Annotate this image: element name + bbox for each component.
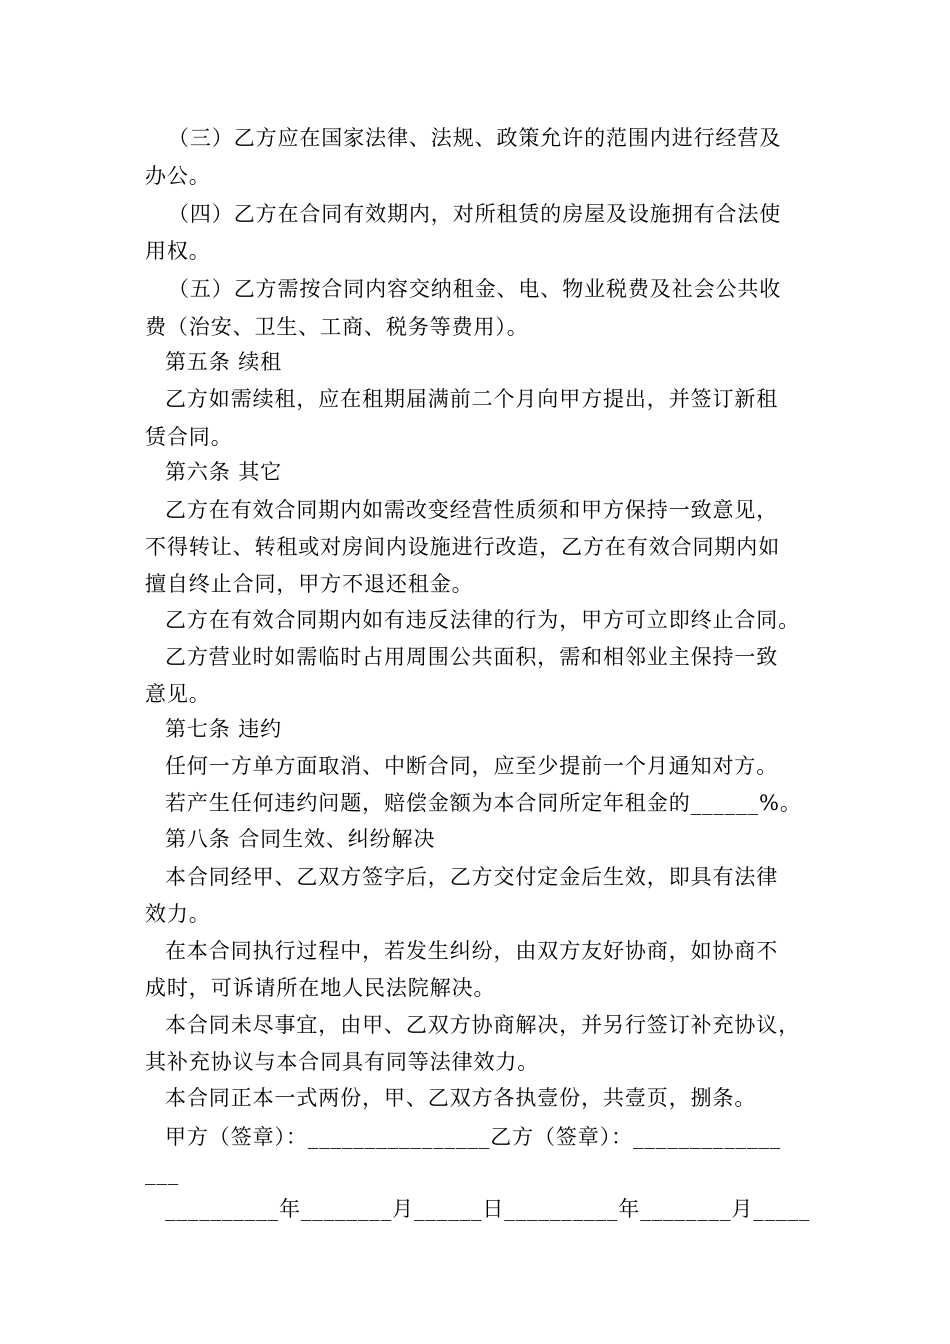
- supplement-text-line-1: 本合同未尽事宜，由甲、乙双方协商解决，并另行签订补充协议，: [165, 1013, 801, 1037]
- clause-3-item-3-line-1: （三）乙方应在国家法律、法规、政策允许的范围内进行经营及: [168, 126, 782, 150]
- other-text-3-line-1: 乙方营业时如需临时占用周围公共面积，需和相邻业主保持一致: [165, 645, 779, 669]
- article-7-heading: 第七条 违约: [165, 717, 283, 741]
- renewal-text-line-1: 乙方如需续租，应在租期届满前二个月向甲方提出，并签订新租: [165, 387, 779, 411]
- other-text-3-line-2: 意见。: [145, 682, 211, 706]
- renewal-text-line-2: 赁合同。: [145, 425, 233, 449]
- breach-text-2: 若产生任何违约问题，赔偿金额为本合同所定年租金的______%。: [165, 791, 802, 815]
- clause-3-item-3-line-2: 办公。: [145, 164, 211, 188]
- dispute-text-line-2: 成时，可诉请所在地人民法院解决。: [145, 976, 496, 1000]
- copies-text: 本合同正本一式两份，甲、乙双方各执壹份，共壹页，捌条。: [165, 1086, 757, 1110]
- article-5-heading: 第五条 续租: [165, 350, 283, 374]
- effect-text-line-1: 本合同经甲、乙双方签字后，乙方交付定金后生效，即具有法律: [165, 865, 779, 889]
- other-text-1-line-2: 不得转让、转租或对房间内设施进行改造，乙方在有效合同期内如: [145, 535, 781, 559]
- clause-3-item-4-line-2: 用权。: [145, 239, 211, 263]
- article-8-heading: 第八条 合同生效、纠纷解决: [165, 827, 436, 851]
- supplement-text-line-2: 其补充协议与本合同具有同等法律效力。: [145, 1050, 540, 1074]
- effect-text-line-2: 效力。: [145, 902, 211, 926]
- other-text-1-line-3: 擅自终止合同，甲方不退还租金。: [145, 572, 474, 596]
- dispute-text-line-1: 在本合同执行过程中，若发生纠纷，由双方友好协商，如协商不: [165, 939, 779, 963]
- clause-3-item-5-line-1: （五）乙方需按合同内容交纳租金、电、物业税费及社会公共收: [168, 277, 782, 301]
- other-text-2: 乙方在有效合同期内如有违反法律的行为，甲方可立即终止合同。: [165, 608, 801, 632]
- clause-3-item-4-line-1: （四）乙方在合同有效期内，对所租赁的房屋及设施拥有合法使: [168, 202, 782, 226]
- other-text-1-line-1: 乙方在有效合同期内如需改变经营性质须和甲方保持一致意见，: [165, 498, 779, 522]
- clause-3-item-5-line-2: 费（治安、卫生、工商、税务等费用）。: [145, 315, 529, 339]
- breach-text-1: 任何一方单方面取消、中断合同，应至少提前一个月通知对方。: [165, 754, 779, 778]
- signature-line-1: 甲方（签章）：________________乙方（签章）：_____________: [165, 1125, 782, 1149]
- signature-line-2: ___: [145, 1161, 180, 1185]
- date-line: __________年________月______日__________年________月_____: [165, 1197, 811, 1221]
- article-6-heading: 第六条 其它: [165, 460, 283, 484]
